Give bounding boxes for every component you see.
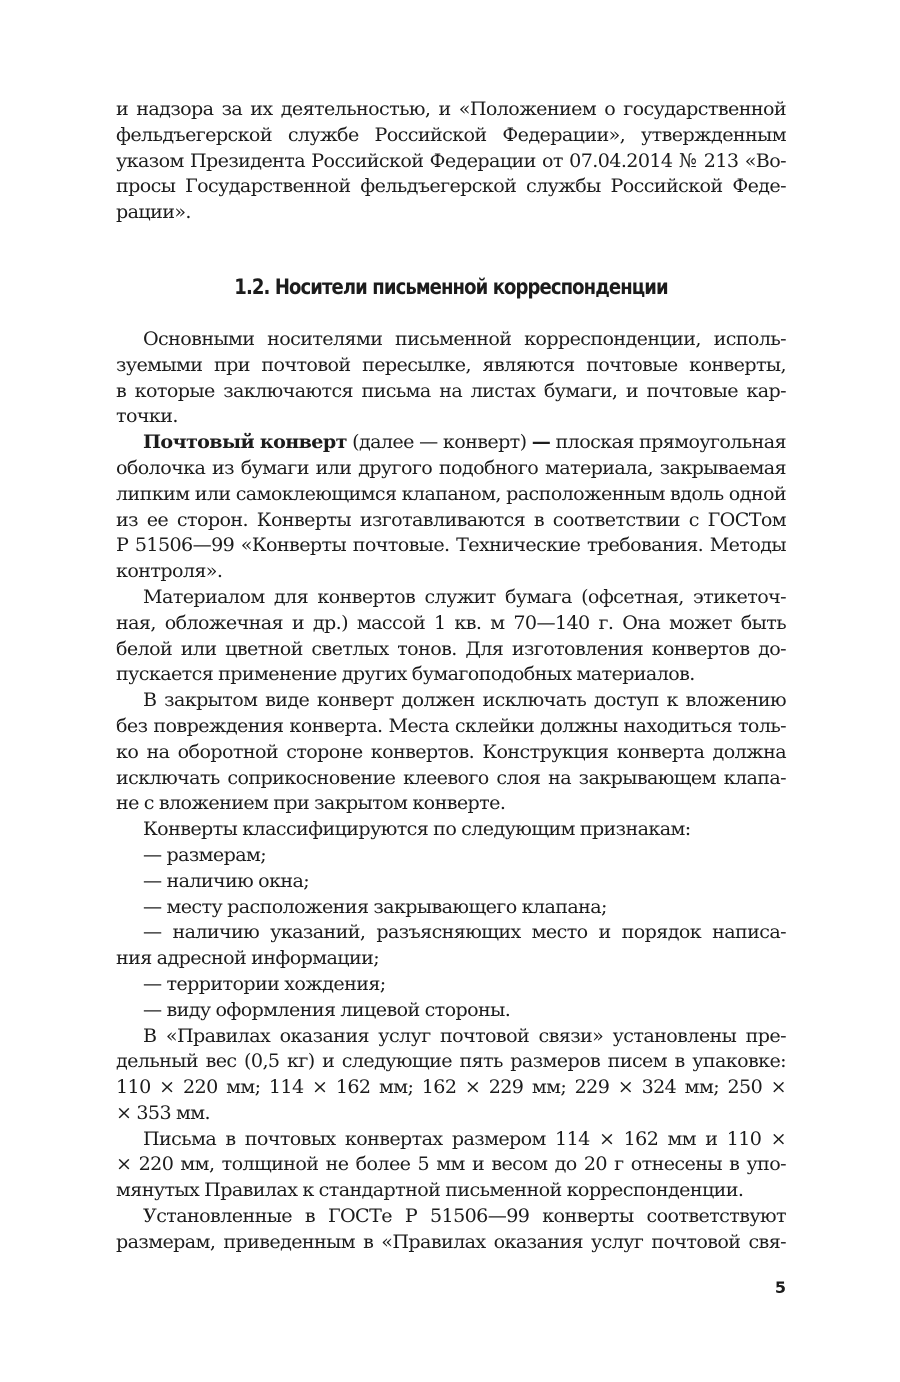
paragraph-carriers (116, 326, 786, 429)
text-line: просы Государственной фельдъегерской службы Российской Феде- (116, 174, 786, 198)
intro-paragraph (116, 96, 786, 225)
list-item: — территории хождения; (143, 971, 386, 995)
section-heading: 1.2. Носители письменной корреспонденции (234, 274, 668, 300)
list-item: — размерам; (143, 842, 267, 866)
paragraph-closed-envelope (116, 687, 786, 816)
text-line: мянутых Правилах к стандартной письменной корреспонденции. (116, 1178, 744, 1202)
text-line: Установленные в ГОСТе Р 51506—99 конверты соответствуют (143, 1204, 786, 1228)
text-line: Основными носителями письменной корреспонденции, исполь- (143, 326, 786, 350)
list-item: — месту расположения закрывающего клапана; (143, 894, 607, 918)
text-line: Конверты классифицируются по следующим признакам: (143, 817, 691, 841)
em-dash: — (531, 430, 551, 454)
text-line (116, 429, 786, 455)
text-line: В «Правилах оказания услуг почтовой связи» установлены пре- (143, 1023, 786, 1047)
definition-start: плоская прямоугольная (550, 430, 786, 454)
text-line: ная, обложечная и др.) массой 1 кв. м 70—140 г. Она может быть (116, 610, 786, 634)
text-line: Материалом для конвертов служит бумага (офсетная, этикеточ- (143, 584, 786, 608)
text-line: ко на оборотной стороне конвертов. Конструкция конверта должна (116, 739, 786, 763)
text-line: В закрытом виде конверт должен исключать доступ к вложению (143, 688, 786, 712)
page-number: 5 (774, 1278, 786, 1297)
text-line: из ее сторон. Конверты изготавливаются в соответствии с ГОСТом (116, 507, 786, 531)
paragraph-envelope-definition (116, 429, 786, 584)
text-line: Р 51506—99 «Конверты почтовые. Технические требования. Методы (116, 533, 786, 557)
text-line: в которые заключаются письма на листах бумаги, и почтовые кар- (116, 378, 786, 402)
text-line: × 220 мм, толщиной не более 5 мм и весом до 20 г отнесены в упо- (116, 1152, 786, 1176)
text-line: точки. (116, 404, 178, 428)
text-line: 110 × 220 мм; 114 × 162 мм; 162 × 229 мм; 229 × 324 мм; 250 × (116, 1075, 786, 1099)
paragraph-sizes (116, 1023, 786, 1126)
text-line: оболочка из бумаги или другого подобного материала, закрываемая (116, 455, 786, 479)
term-note: (далее — конверт) (346, 430, 532, 454)
text-line: не с вложением при закрытом конверте. (116, 791, 506, 815)
text-line: липким или самоклеющимся клапаном, расположенным вдоль одной (116, 481, 786, 505)
paragraph-gost (116, 1203, 786, 1255)
defined-term: Почтовый конверт (143, 430, 347, 454)
list-item-continued: ния адресной информации; (116, 946, 380, 970)
text-line: пускается применение других бумагоподобных материалов. (116, 662, 695, 686)
text-line: размерам, приведенным в «Правилах оказания услуг почтовой свя- (116, 1229, 786, 1253)
text-line: × 353 мм. (116, 1100, 210, 1124)
list-item: — наличию указаний, разъясняющих место и порядок написа- (143, 920, 786, 944)
text-line: исключать соприкосновение клеевого слоя на закрывающем клапа- (116, 765, 786, 789)
text-line: дельный вес (0,5 кг) и следующие пять размеров писем в упаковке: (116, 1049, 786, 1073)
text-line: белой или цветной светлых тонов. Для изготовления конвертов до- (116, 636, 786, 660)
text-line: рации». (116, 200, 191, 224)
list-item: — наличию окна; (143, 868, 310, 892)
text-line: контроля». (116, 559, 223, 583)
text-line: фельдъегерской службе Российской Федерации», утвержденным (116, 122, 786, 146)
text-line: Письма в почтовых конвертах размером 114 × 162 мм и 110 × (143, 1126, 786, 1150)
classification-list (116, 842, 786, 1023)
text-line: указом Президента Российской Федерации от 07.04.2014 № 213 «Во- (116, 148, 786, 172)
text-line: зуемыми при почтовой пересылке, являются почтовые конверты, (116, 352, 786, 376)
book-page-body (116, 96, 786, 1255)
text-line: и надзора за их деятельностью, и «Положением о государственной (116, 97, 786, 120)
list-item: — виду оформления лицевой стороны. (143, 997, 511, 1021)
paragraph-material (116, 584, 786, 687)
paragraph-standard-letters (116, 1126, 786, 1203)
paragraph-classification (116, 816, 786, 842)
text-line: без повреждения конверта. Места склейки должны находиться толь- (116, 713, 786, 737)
